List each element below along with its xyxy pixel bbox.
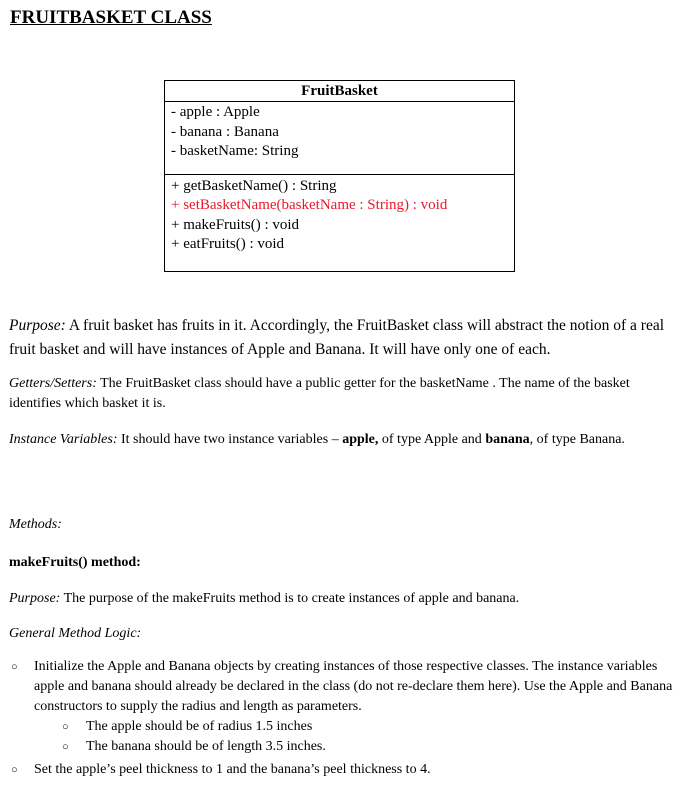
uml-method: + eatFruits() : void xyxy=(171,236,285,252)
sub-bullet-apple-radius: The apple should be of radius 1.5 inches xyxy=(86,719,313,734)
general-logic-label-text: General Method Logic: xyxy=(9,626,142,641)
uml-attribute: - basketName: String xyxy=(171,143,299,159)
uml-class-diagram xyxy=(164,80,515,272)
bullet-circle-icon: ○ xyxy=(11,661,18,673)
uml-method-highlighted: + setBasketName(basketName : String) : void xyxy=(171,197,448,213)
instance-variables-text: It should have two instance variables – xyxy=(117,432,343,447)
sub-bullet-banana-length: The banana should be of length 3.5 inches. xyxy=(86,739,326,754)
getters-label: Getters/Setters: xyxy=(9,376,97,391)
getters-text: The FruitBasket class should have a public getter for the basketName . The name of the basket identifies which basket it is. xyxy=(9,376,630,411)
instance-variables-label: Instance Variables: xyxy=(9,432,118,447)
apple-term: apple, xyxy=(342,432,379,447)
uml-attributes xyxy=(165,102,514,175)
purpose-paragraph xyxy=(9,314,679,362)
uml-methods xyxy=(165,175,514,271)
uml-attribute: - apple : Apple xyxy=(171,104,260,120)
instance-variables-paragraph xyxy=(9,430,679,450)
getters-paragraph xyxy=(9,374,679,414)
bullet-circle-icon: ○ xyxy=(62,721,69,733)
bullet-circle-icon: ○ xyxy=(11,764,18,776)
general-logic-label xyxy=(9,624,679,644)
bullet-item-initialize: Initialize the Apple and Banana objects by creating instances of those respective classes. The instance variables apple and banana should already be declared in the class (do not re-declare them here). Use the Apple and Banana constructors to supply the radius and length as parameters. xyxy=(34,659,673,714)
purpose-text: A fruit basket has fruits in it. Accordingly, the FruitBasket class will abstract the notion of a real fruit basket and will have instances of Apple and Banana. It will have only one of each. xyxy=(9,317,665,358)
instance-variables-text: of type Apple and xyxy=(378,432,486,447)
method-purpose-text: The purpose of the makeFruits method is to create instances of apple and banana. xyxy=(60,591,520,606)
page-title: FRUITBASKET CLASS xyxy=(10,7,212,28)
bullet-item-peel-thickness: Set the apple’s peel thickness to 1 and the banana’s peel thickness to 4. xyxy=(34,762,431,777)
uml-method: + makeFruits() : void xyxy=(171,216,300,233)
make-fruits-heading: makeFruits() method: xyxy=(9,555,141,570)
methods-label-text: Methods: xyxy=(9,517,62,532)
uml-class-name: FruitBasket xyxy=(165,81,514,102)
banana-term: banana xyxy=(485,432,530,447)
bullet-circle-icon: ○ xyxy=(62,741,69,753)
purpose-label: Purpose: xyxy=(9,317,66,334)
uml-method: + getBasketName() : String xyxy=(171,177,337,194)
uml-attribute: - banana : Banana xyxy=(171,123,279,140)
methods-label xyxy=(9,515,679,535)
method-purpose-paragraph xyxy=(9,589,679,609)
method-purpose-label: Purpose: xyxy=(9,591,61,606)
instance-variables-text: , of type Banana. xyxy=(529,432,625,447)
